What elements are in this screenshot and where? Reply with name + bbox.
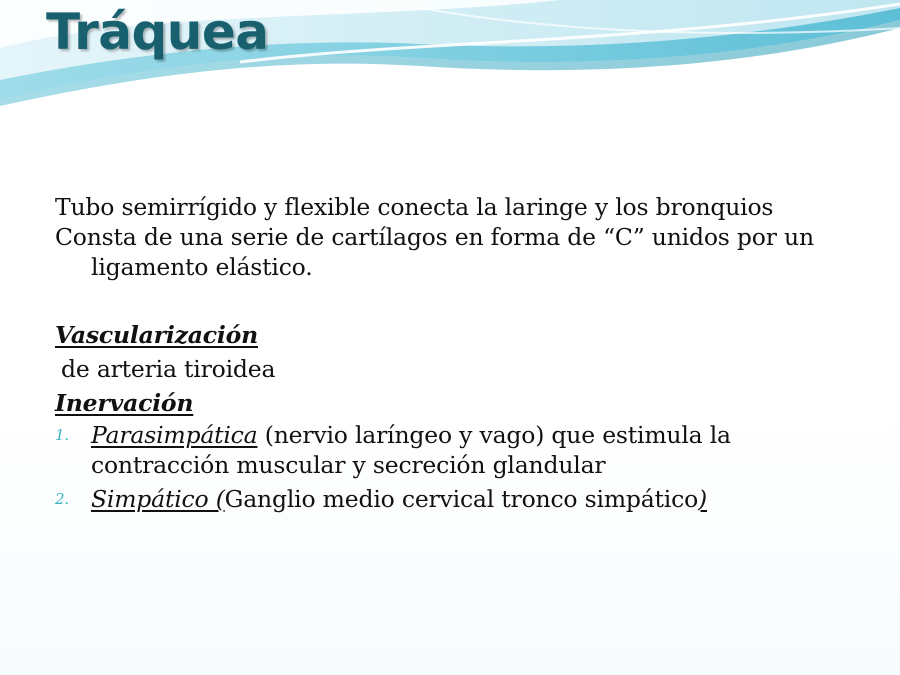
- detail-simpatico: Ganglio medio cervical tronco simpático: [224, 485, 699, 513]
- vascularizacion-text: de arteria tiroidea: [61, 355, 276, 383]
- spacer: [55, 282, 875, 320]
- paragraph-structure: Consta de una serie de cartílagos en forma de “C” unidos por un ligamento elástico.: [55, 223, 814, 281]
- paragraph-description: Tubo semirrígido y flexible conecta la laringe y los bronquios: [55, 193, 774, 221]
- slide-body: [55, 192, 875, 518]
- list-item-parasimpatica: [55, 420, 875, 480]
- term-parasimpatica: Parasimpática: [91, 421, 258, 449]
- detail-parasimpatica: (nervio laríngeo y vago) que estimula la contracción muscular y secreción glandular: [91, 421, 731, 479]
- heading-vascularizacion: Vascularización: [55, 321, 258, 349]
- list-number: 1.: [55, 426, 69, 444]
- term-simpatico: Simpático (: [91, 485, 225, 513]
- closing-paren: ): [698, 485, 707, 513]
- inervacion-list: [55, 420, 875, 514]
- list-number: 2.: [55, 490, 69, 508]
- list-item-simpatico: [55, 484, 875, 514]
- slide-title: Tráquea: [46, 3, 269, 61]
- heading-inervacion: Inervación: [55, 389, 194, 417]
